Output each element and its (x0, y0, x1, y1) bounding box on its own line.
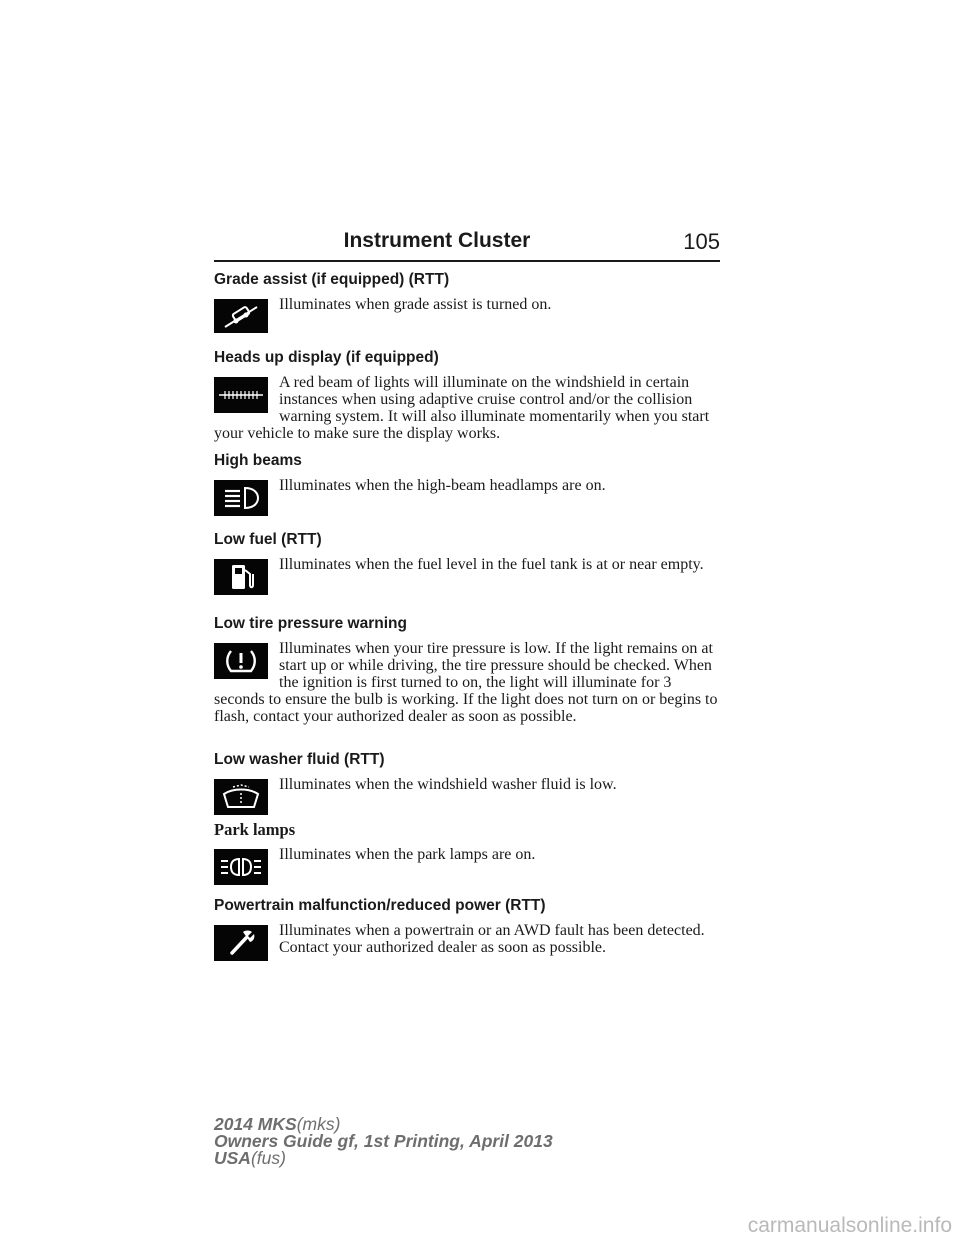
section-grade-assist (214, 270, 720, 335)
section-text: A red beam of lights will illuminate on the windshield in certain instances when using adaptive cruise control and/or the collision warning system. It will also illuminate momentarily when you start your vehicle to make sure the display works. (214, 374, 710, 442)
section-high-beams (214, 451, 720, 518)
section-text: Illuminates when the fuel level in the fuel tank is at or near empty. (279, 556, 704, 573)
footer-model-code: (mks) (296, 1114, 341, 1134)
fuel-pump-icon (214, 559, 268, 595)
washer-fluid-icon (214, 779, 268, 815)
grade-assist-icon (214, 299, 268, 333)
section-title: Grade assist (if equipped) (RTT) (214, 271, 450, 288)
section-powertrain-malfunction (214, 896, 720, 963)
section-text: Illuminates when a powertrain or an AWD fault has been detected. Contact your authorized dealer as soon as possible. (279, 922, 705, 956)
section-title: Low fuel (RTT) (214, 531, 322, 548)
wrench-icon (214, 925, 268, 961)
section-title: Low tire pressure warning (214, 615, 407, 632)
section-park-lamps (214, 820, 720, 887)
tire-pressure-icon (214, 643, 268, 679)
section-heads-up-display (214, 348, 720, 442)
high-beam-icon (214, 480, 268, 516)
footer-guide-info: Owners Guide gf, 1st Printing, April 2013 (214, 1131, 553, 1151)
page-number: 105 (683, 229, 720, 254)
section-title: Heads up display (if equipped) (214, 349, 439, 366)
section-text: Illuminates when grade assist is turned on. (279, 296, 552, 313)
watermark: carmanualsonline.info (747, 1214, 952, 1237)
section-title: Powertrain malfunction/reduced power (RTT) (214, 897, 546, 914)
section-low-tire-pressure (214, 614, 720, 725)
heads-up-display-icon (214, 377, 268, 413)
footer-market: USA (214, 1148, 251, 1168)
page-header (214, 226, 720, 262)
footer-market-code: (fus) (250, 1148, 286, 1168)
section-text: Illuminates when your tire pressure is low. If the light remains on at start up or while driving, the tire pressure should be checked. When the ignition is first turned to on, the light will illuminate for 3 seconds to ensure the bulb is working. If the light does not turn on or begins to flash, contact your authorized dealer as soon as possible. (214, 640, 718, 725)
section-title: High beams (214, 452, 302, 469)
park-lamps-icon (214, 849, 268, 885)
section-title: Low washer fluid (RTT) (214, 751, 385, 768)
section-text: Illuminates when the high-beam headlamps are on. (279, 477, 606, 494)
section-low-fuel (214, 530, 720, 597)
section-title: Park lamps (214, 820, 296, 839)
document-footer (214, 1116, 553, 1167)
section-text: Illuminates when the park lamps are on. (279, 846, 536, 863)
section-text: Illuminates when the windshield washer fluid is low. (279, 776, 617, 793)
footer-model: 2014 MKS (214, 1114, 297, 1134)
chapter-title: Instrument Cluster (343, 229, 531, 252)
section-low-washer-fluid (214, 750, 720, 817)
